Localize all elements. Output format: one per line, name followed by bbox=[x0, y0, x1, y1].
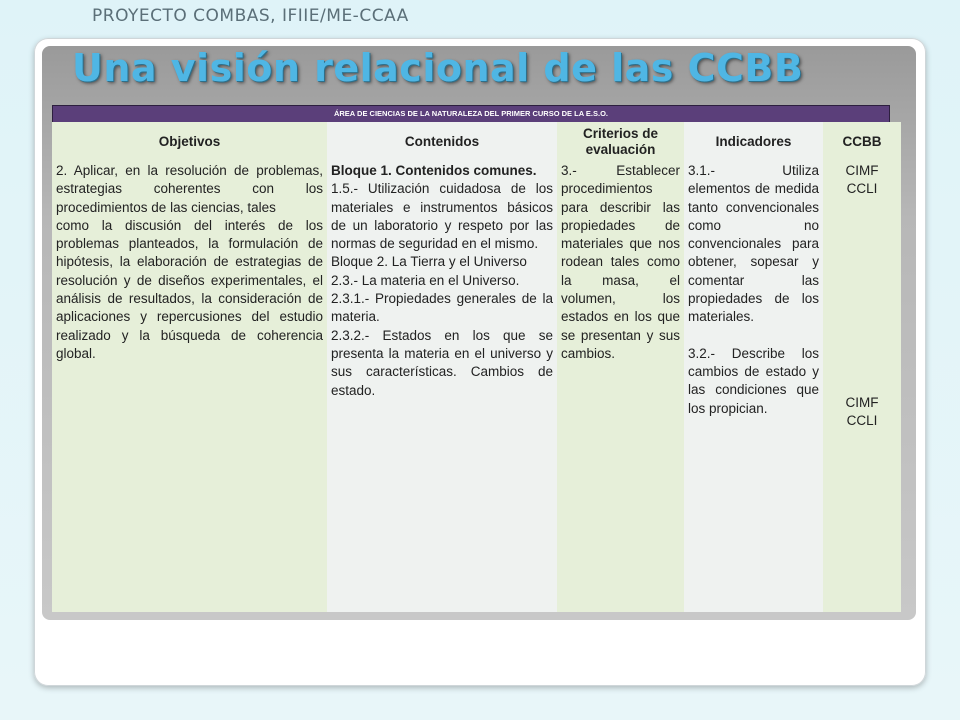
project-header: PROYECTO COMBAS, IFIIE/ME-CCAA bbox=[92, 6, 409, 26]
indicador-3-2: 3.2.- Describe los cambios de estado y las condiciones que los propician. bbox=[688, 345, 819, 416]
header-ccbb: CCBB bbox=[842, 134, 882, 149]
slide-title: Una visión relacional de las CCBB bbox=[72, 46, 804, 90]
objetivo-text-1: 2. Aplicar, en la resolución de problemas, estrategias coherentes con los procedimientos de las ciencias, tales bbox=[56, 163, 323, 215]
column-criterios bbox=[557, 122, 684, 612]
criterio-3: 3.- Establecer procedimientos para describir las propiedades de materiales que nos rodean tales como la masa, el volumen, los estados en los que se presentan y sus cambios. bbox=[561, 163, 680, 361]
header-indicadores: Indicadores bbox=[715, 134, 792, 149]
column-contenidos bbox=[327, 122, 557, 612]
contenido-2-3-2: 2.3.2.- Estados en los que se presenta la materia en el universo y sus características. Cambios de estado. bbox=[331, 327, 553, 398]
contenido-1-5: 1.5.- Utilización cuidadosa de los materiales e instrumentos básicos de un laboratorio y respeto por las normas de seguridad en el mismo. bbox=[331, 181, 553, 252]
objetivo-text-2: como la discusión del interés de los problemas planteados, la formulación de hipótesis, la elaboración de estrategias de resolución y de diseños experimentales, el análisis de resultados, la consideración de aplicaciones y repercusiones del estudio realizado y la búsqueda de coherencia global. bbox=[56, 217, 323, 361]
header-criterios: Criterios de evaluación bbox=[582, 126, 659, 157]
contenido-bloque-2: Bloque 2. La Tierra y el Universo bbox=[331, 254, 527, 270]
ccbb-cimf-1: CIMF bbox=[845, 163, 879, 178]
ccbb-cimf-2: CIMF bbox=[845, 394, 879, 410]
ccbb-ccli-2: CCLI bbox=[846, 412, 878, 428]
contenido-2-3: 2.3.- La materia en el Universo. bbox=[331, 272, 520, 288]
header-objetivos: Objetivos bbox=[158, 134, 221, 149]
contenido-2-3-1: 2.3.1.- Propiedades generales de la materia. bbox=[331, 291, 553, 325]
ccbb-ccli-1: CCLI bbox=[846, 181, 878, 197]
indicador-3-1: 3.1.- Utiliza elementos de medida tanto convencionales como no convencionales para obtener, sopesar y comentar las propiedades de los materiales. bbox=[688, 163, 819, 325]
column-objetivos bbox=[52, 122, 327, 612]
column-indicadores bbox=[684, 122, 823, 612]
relational-table bbox=[52, 122, 901, 612]
contenido-bloque-1: Bloque 1. Contenidos comunes. bbox=[331, 163, 537, 178]
column-ccbb bbox=[823, 122, 901, 612]
header-contenidos: Contenidos bbox=[404, 134, 480, 149]
area-banner: ÁREA DE CIENCIAS DE LA NATURALEZA DEL PRIMER CURSO DE LA E.S.O. bbox=[52, 105, 890, 123]
